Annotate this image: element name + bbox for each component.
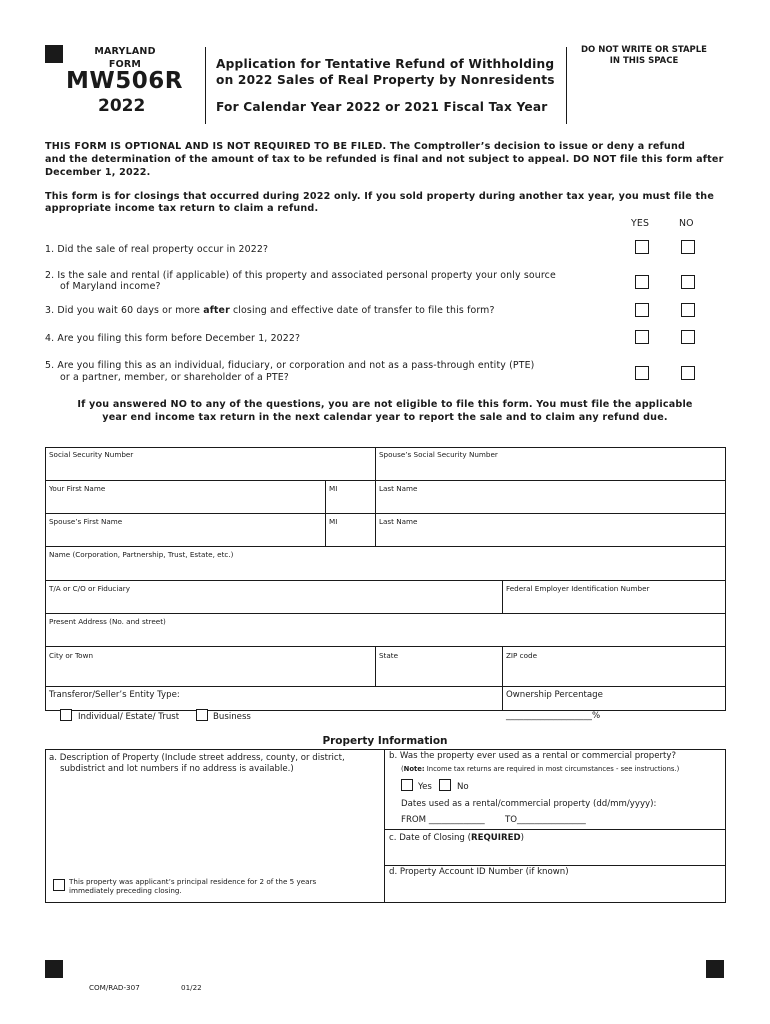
principal-residence-line1: This property was applicant’s principal residence for 2 of the 5 years	[69, 877, 317, 886]
business-checkbox[interactable]	[196, 709, 208, 721]
property-account-id-field[interactable]: d. Property Account ID Number (if known)	[389, 867, 569, 877]
form-year: 2022	[98, 96, 146, 116]
question-4: 4. Are you filing this form before December 1, 2022?	[45, 333, 301, 344]
col-divider	[375, 646, 376, 686]
header-divider-left	[205, 47, 206, 124]
rental-note-open: (	[401, 765, 404, 773]
form-code: COM/RAD-307	[89, 983, 140, 992]
closing-date-field[interactable]	[389, 833, 524, 844]
ineligible-warning-line1: If you answered NO to any of the questions, you are not eligible to file this form. You must file the applicable	[77, 399, 693, 410]
closings-notice-line2: appropriate income tax return to claim a refund.	[45, 203, 319, 214]
optional-notice-line3: December 1, 2022.	[45, 167, 151, 178]
q5-yes-checkbox[interactable]	[635, 366, 649, 380]
closings-notice-line1: This form is for closings that occurred during 2022 only. If you sold property during another tax year, you must file the	[45, 191, 715, 202]
principal-residence-line2: immediately preceding closing.	[69, 886, 182, 895]
question-5-line2: or a partner, member, or shareholder of a PTE?	[60, 372, 289, 383]
business-label: Business	[213, 712, 251, 722]
question-3	[45, 305, 495, 317]
first-name-field[interactable]: Your First Name	[49, 484, 106, 493]
individual-checkbox[interactable]	[60, 709, 72, 721]
closing-date-pre: c. Date of Closing (	[389, 833, 471, 843]
row-divider	[45, 646, 726, 647]
spouse-last-name-field[interactable]: Last Name	[379, 517, 418, 526]
q5-no-checkbox[interactable]	[681, 366, 695, 380]
entity-name-field[interactable]: Name (Corporation, Partnership, Trust, Estate, etc.)	[49, 550, 234, 559]
property-description-line1[interactable]: a. Description of Property (Include street address, county, or district,	[49, 753, 345, 763]
row-divider	[45, 580, 726, 581]
rental-note-text: Income tax returns are required in most circumstances - see instructions.)	[424, 765, 680, 773]
question-2-line2: of Maryland income?	[60, 281, 161, 292]
spouse-mi-field[interactable]: MI	[329, 517, 338, 526]
rental-no-label: No	[457, 782, 469, 792]
q2-no-checkbox[interactable]	[681, 275, 695, 289]
col-divider	[502, 580, 503, 613]
ineligible-warning-line2: year end income tax return in the next calendar year to report the sale and to claim any refund due.	[102, 412, 668, 423]
col-divider	[502, 646, 503, 711]
q3-no-checkbox[interactable]	[681, 303, 695, 317]
row-divider	[45, 546, 726, 547]
optional-notice-line2: and the determination of the amount of tax to be refunded is final and not subject to appeal. DO NOT file this form after	[45, 154, 724, 165]
form-title-line1: Application for Tentative Refund of Withholding	[216, 57, 555, 71]
registration-mark-top-left	[45, 45, 63, 63]
question-5-line1: 5. Are you filing this as an individual, fiduciary, or corporation and not as a pass-through entity (PTE)	[45, 360, 535, 371]
col-divider	[375, 480, 376, 546]
col-divider	[325, 480, 326, 546]
rental-question: b. Was the property ever used as a rental or commercial property?	[389, 751, 677, 761]
address-field[interactable]: Present Address (No. and street)	[49, 617, 166, 626]
rental-no-checkbox[interactable]	[439, 779, 451, 791]
form-number: MW506R	[66, 68, 183, 94]
rental-note-bold: Note:	[403, 765, 425, 773]
mi-field[interactable]: MI	[329, 484, 338, 493]
state-field[interactable]: State	[379, 651, 399, 660]
ssn-field[interactable]: Social Security Number	[49, 450, 134, 459]
property-col-divider	[384, 749, 385, 903]
question-3-bold: after	[203, 305, 230, 316]
q3-yes-checkbox[interactable]	[635, 303, 649, 317]
property-description-line2: subdistrict and lot numbers if no address is available.)	[60, 764, 294, 774]
individual-label: Individual/ Estate/ Trust	[78, 712, 180, 722]
closing-date-post: )	[520, 833, 524, 843]
zip-field[interactable]: ZIP code	[506, 651, 537, 660]
rental-note	[401, 765, 679, 773]
q4-yes-checkbox[interactable]	[635, 330, 649, 344]
property-row-divider	[384, 829, 726, 830]
question-2-line1: 2. Is the sale and rental (if applicable) of this property and associated personal property your only source	[45, 270, 556, 281]
rental-yes-checkbox[interactable]	[401, 779, 413, 791]
form-title-line2: on 2022 Sales of Real Property by Nonresidents	[216, 73, 555, 87]
last-name-field[interactable]: Last Name	[379, 484, 418, 493]
do-not-write-line1: DO NOT WRITE OR STAPLE	[580, 45, 707, 55]
registration-mark-bottom-right	[706, 960, 724, 978]
spouse-first-name-field[interactable]: Spouse’s First Name	[49, 517, 123, 526]
ownership-label: Ownership Percentage	[506, 690, 603, 700]
form-subtitle: For Calendar Year 2022 or 2021 Fiscal Tax Year	[216, 100, 548, 114]
rental-dates-label: Dates used as a rental/commercial property (dd/mm/yyyy):	[401, 799, 657, 809]
city-field[interactable]: City or Town	[49, 651, 94, 660]
form-word: FORM	[108, 59, 142, 70]
rental-from-field[interactable]: FROM _____________	[401, 815, 485, 825]
col-divider	[375, 447, 376, 480]
no-column-header: NO	[679, 218, 694, 229]
row-divider	[45, 686, 726, 687]
registration-mark-bottom-left	[45, 960, 63, 978]
property-info-heading: Property Information	[322, 735, 448, 747]
rental-yes-label: Yes	[418, 782, 432, 792]
yes-column-header: YES	[631, 218, 650, 229]
ownership-percentage-field[interactable]: ____________________%	[506, 711, 601, 721]
q4-no-checkbox[interactable]	[681, 330, 695, 344]
optional-notice-line1: THIS FORM IS OPTIONAL AND IS NOT REQUIRED TO BE FILED. The Comptroller’s decision to issue or deny a refund	[45, 141, 686, 152]
do-not-write-line2: IN THIS SPACE	[609, 56, 679, 66]
ta-co-fiduciary-field[interactable]: T/A or C/O or Fiduciary	[49, 584, 130, 593]
principal-residence-checkbox[interactable]	[53, 879, 65, 891]
q1-no-checkbox[interactable]	[681, 240, 695, 254]
row-divider	[45, 480, 726, 481]
fein-field[interactable]: Federal Employer Identification Number	[506, 584, 650, 593]
question-3-post: closing and effective date of transfer to file this form?	[229, 305, 495, 316]
rental-to-field[interactable]: TO________________	[505, 815, 586, 825]
question-3-pre: 3. Did you wait 60 days or more	[45, 305, 204, 316]
property-row-divider	[384, 865, 726, 866]
q1-yes-checkbox[interactable]	[635, 240, 649, 254]
form-revision-date: 01/22	[181, 983, 202, 992]
entity-type-label: Transferor/Seller’s Entity Type:	[49, 690, 180, 700]
state-label: MARYLAND	[94, 46, 156, 57]
question-1: 1. Did the sale of real property occur in 2022?	[45, 244, 269, 255]
q2-yes-checkbox[interactable]	[635, 275, 649, 289]
spouse-ssn-field[interactable]: Spouse’s Social Security Number	[379, 450, 498, 459]
row-divider	[45, 613, 726, 614]
closing-date-required: REQUIRED	[470, 833, 521, 843]
row-divider	[45, 513, 726, 514]
